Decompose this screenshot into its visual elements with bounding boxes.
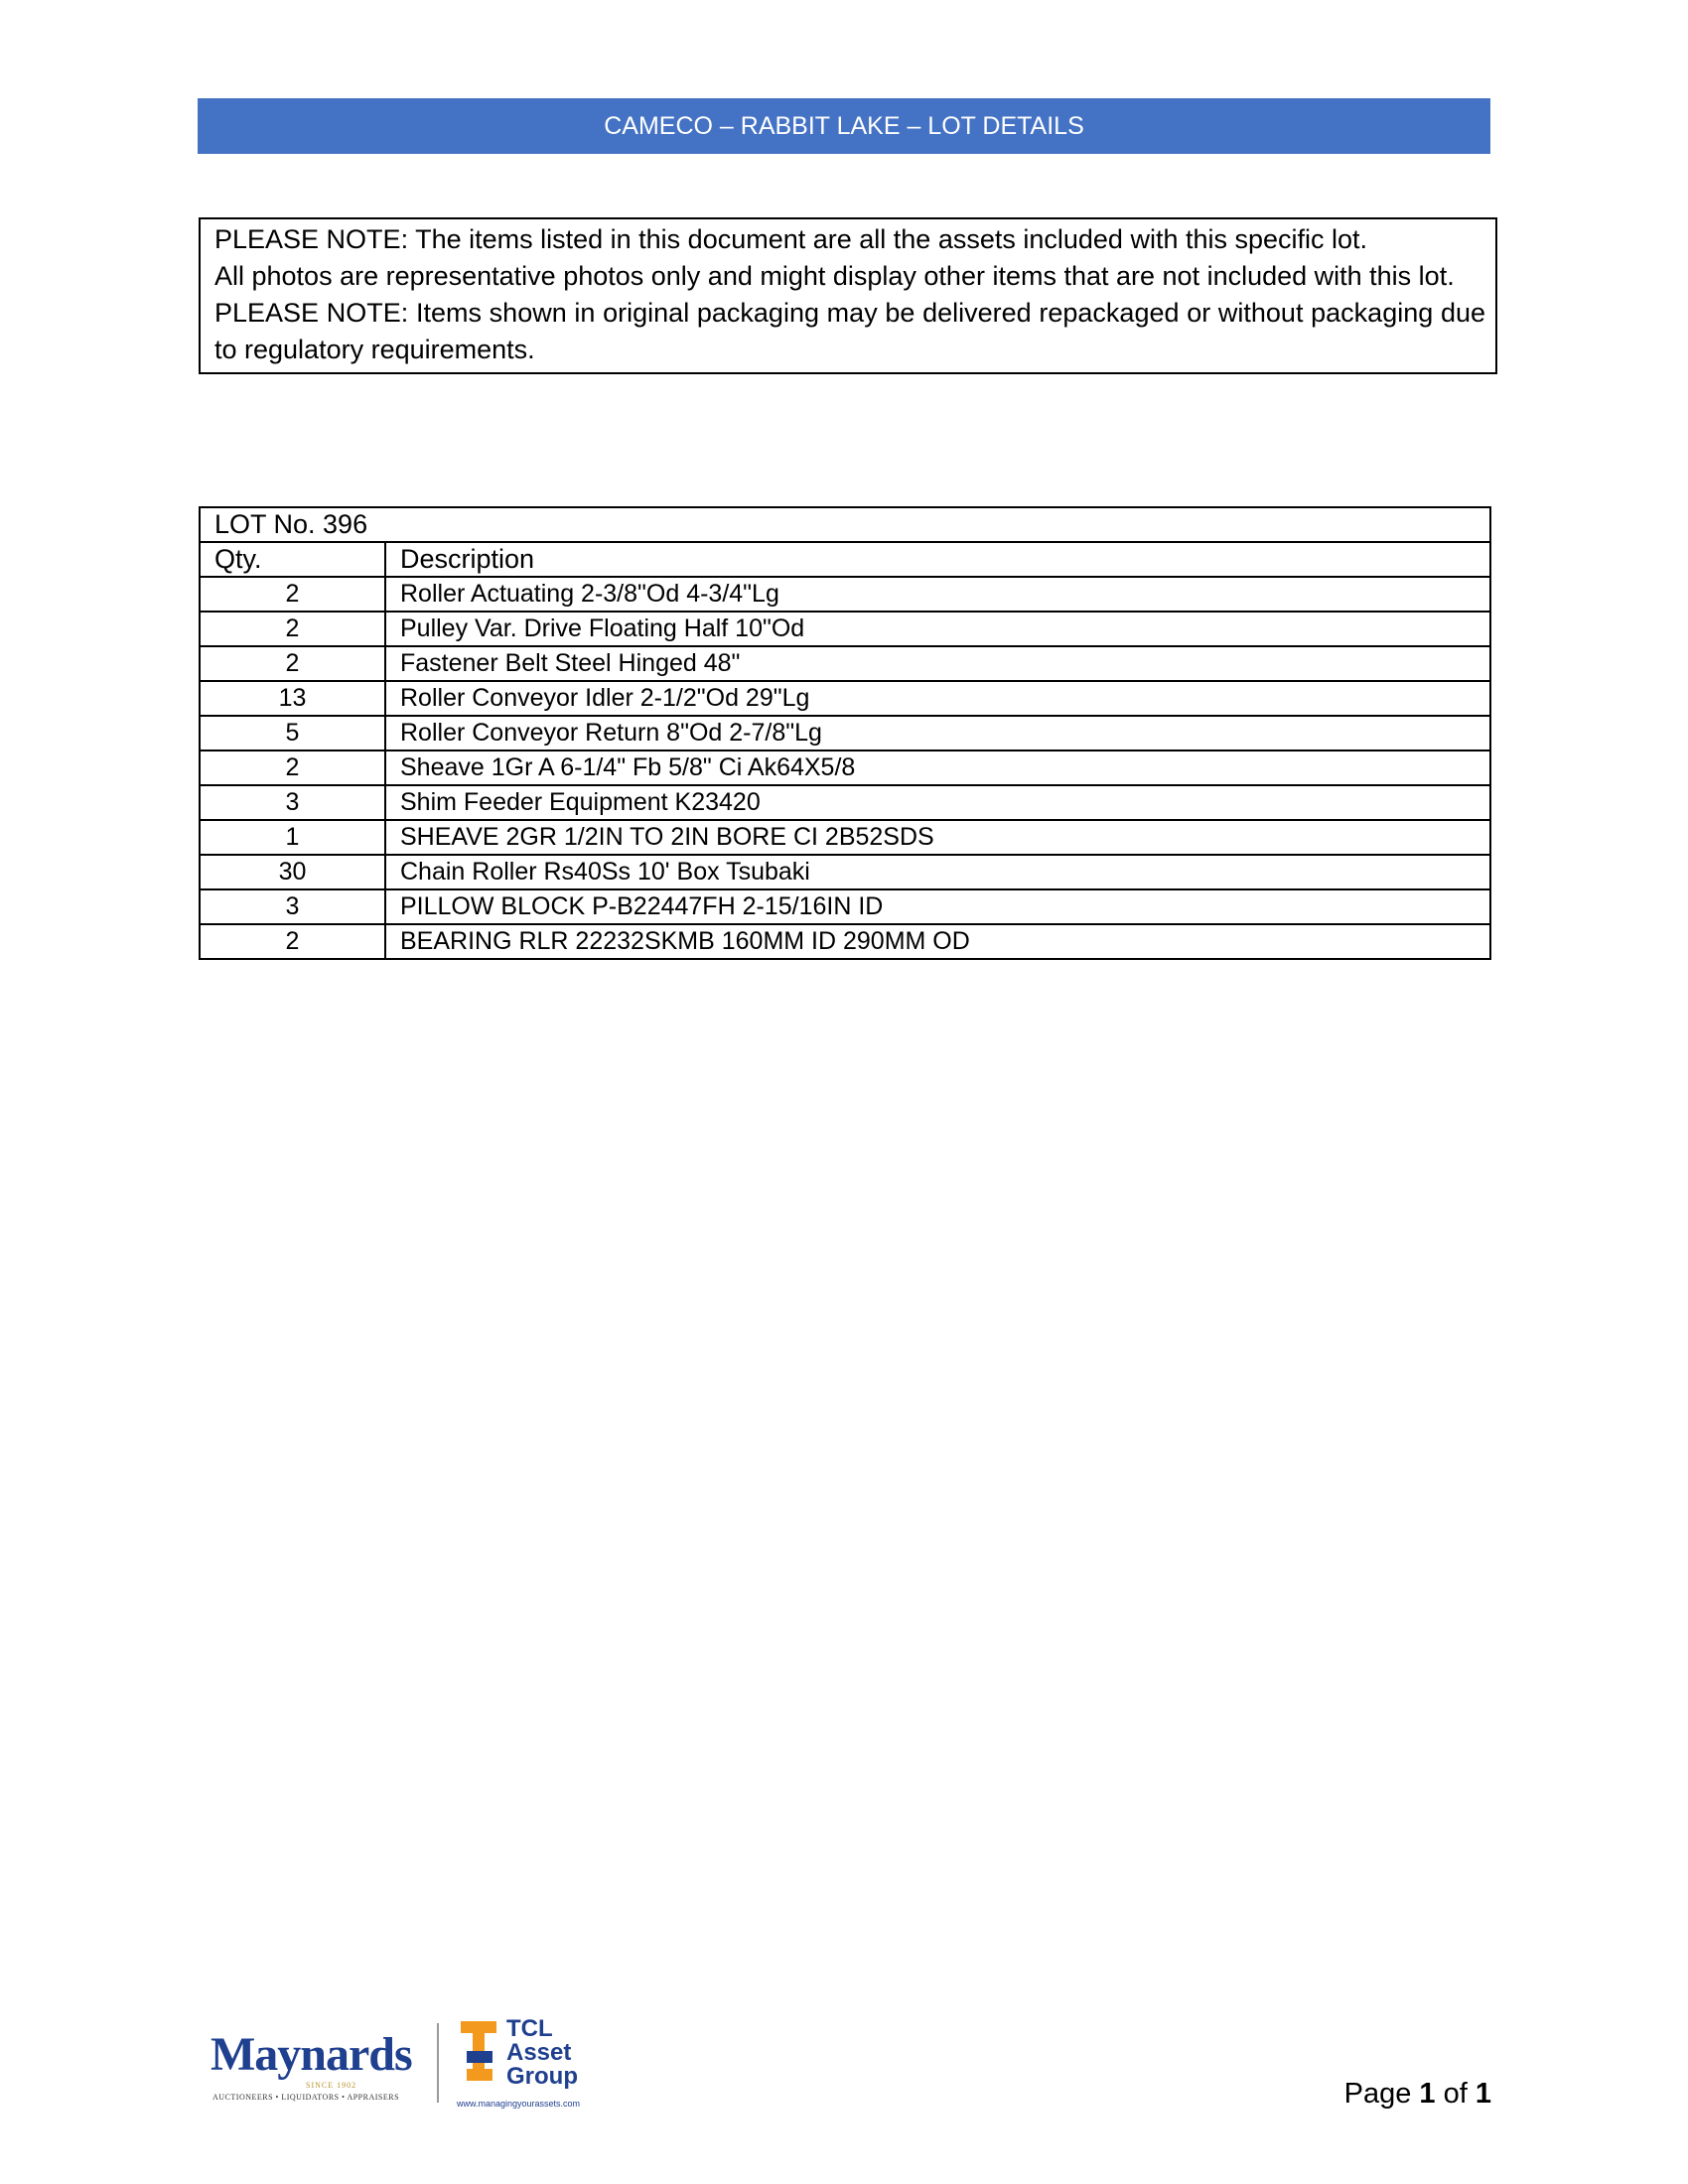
table-row bbox=[200, 716, 1490, 751]
notice-box bbox=[199, 217, 1497, 374]
qty-cell: 2 bbox=[200, 646, 385, 681]
document-title-bar bbox=[198, 98, 1490, 154]
tcl-logo-text: TCL Asset Group bbox=[506, 2015, 578, 2090]
table-row bbox=[200, 612, 1490, 646]
lot-number-row bbox=[200, 507, 1490, 542]
table-header-row bbox=[200, 542, 1490, 577]
table-row bbox=[200, 577, 1490, 612]
description-cell: Sheave 1Gr A 6-1/4" Fb 5/8" Ci Ak64X5/8 bbox=[385, 751, 1490, 785]
qty-cell: 5 bbox=[200, 716, 385, 751]
description-cell: Roller Actuating 2-3/8"Od 4-3/4"Lg bbox=[385, 577, 1490, 612]
qty-cell: 2 bbox=[200, 751, 385, 785]
qty-cell: 3 bbox=[200, 785, 385, 820]
description-cell: Chain Roller Rs40Ss 10' Box Tsubaki bbox=[385, 855, 1490, 889]
notice-line-1: PLEASE NOTE: The items listed in this document are all the assets included with this specific lot. bbox=[214, 224, 1368, 254]
description-cell: PILLOW BLOCK P-B22447FH 2-15/16IN ID bbox=[385, 889, 1490, 924]
document-title: CAMECO – RABBIT LAKE – LOT DETAILS bbox=[604, 111, 1084, 140]
maynards-logo: Maynards bbox=[211, 2028, 412, 2081]
qty-cell: 13 bbox=[200, 681, 385, 716]
description-cell: Roller Conveyor Idler 2-1/2"Od 29"Lg bbox=[385, 681, 1490, 716]
maynards-tagline: AUCTIONEERS • LIQUIDATORS • APPRAISERS bbox=[212, 2093, 400, 2102]
table-row bbox=[200, 820, 1490, 855]
notice-line-2: All photos are representative photos only and might display other items that are not included with this lot. bbox=[214, 261, 1455, 291]
notice-line-3: PLEASE NOTE: Items shown in original packaging may be delivered repackaged or without packaging due to regulatory requirements. bbox=[214, 298, 1485, 364]
page-current: 1 bbox=[1419, 2078, 1436, 2110]
description-cell: Fastener Belt Steel Hinged 48" bbox=[385, 646, 1490, 681]
lot-table bbox=[199, 506, 1491, 960]
qty-cell: 30 bbox=[200, 855, 385, 889]
qty-cell: 3 bbox=[200, 889, 385, 924]
page-number: Page 1 of 1 bbox=[1343, 2078, 1491, 2110]
description-cell: Pulley Var. Drive Floating Half 10"Od bbox=[385, 612, 1490, 646]
table-row bbox=[200, 646, 1490, 681]
qty-cell: 2 bbox=[200, 612, 385, 646]
table-row bbox=[200, 855, 1490, 889]
description-cell: Shim Feeder Equipment K23420 bbox=[385, 785, 1490, 820]
qty-cell: 2 bbox=[200, 577, 385, 612]
description-header: Description bbox=[385, 542, 1490, 577]
maynards-since: SINCE 1902 bbox=[306, 2081, 357, 2090]
table-row bbox=[200, 785, 1490, 820]
qty-cell: 1 bbox=[200, 820, 385, 855]
qty-header: Qty. bbox=[200, 542, 385, 577]
table-row bbox=[200, 889, 1490, 924]
page-total: 1 bbox=[1475, 2078, 1491, 2110]
lot-number: LOT No. 396 bbox=[200, 507, 1490, 542]
table-row bbox=[200, 924, 1490, 959]
table-row bbox=[200, 751, 1490, 785]
qty-cell: 2 bbox=[200, 924, 385, 959]
table-row bbox=[200, 681, 1490, 716]
footer-logos bbox=[211, 2013, 608, 2113]
description-cell: Roller Conveyor Return 8"Od 2-7/8"Lg bbox=[385, 716, 1490, 751]
description-cell: BEARING RLR 22232SKMB 160MM ID 290MM OD bbox=[385, 924, 1490, 959]
tcl-url: www.managingyourassets.com bbox=[457, 2099, 581, 2109]
logo-divider bbox=[437, 2023, 439, 2103]
description-cell: SHEAVE 2GR 1/2IN TO 2IN BORE CI 2B52SDS bbox=[385, 820, 1490, 855]
tcl-logo-icon bbox=[453, 2017, 502, 2097]
